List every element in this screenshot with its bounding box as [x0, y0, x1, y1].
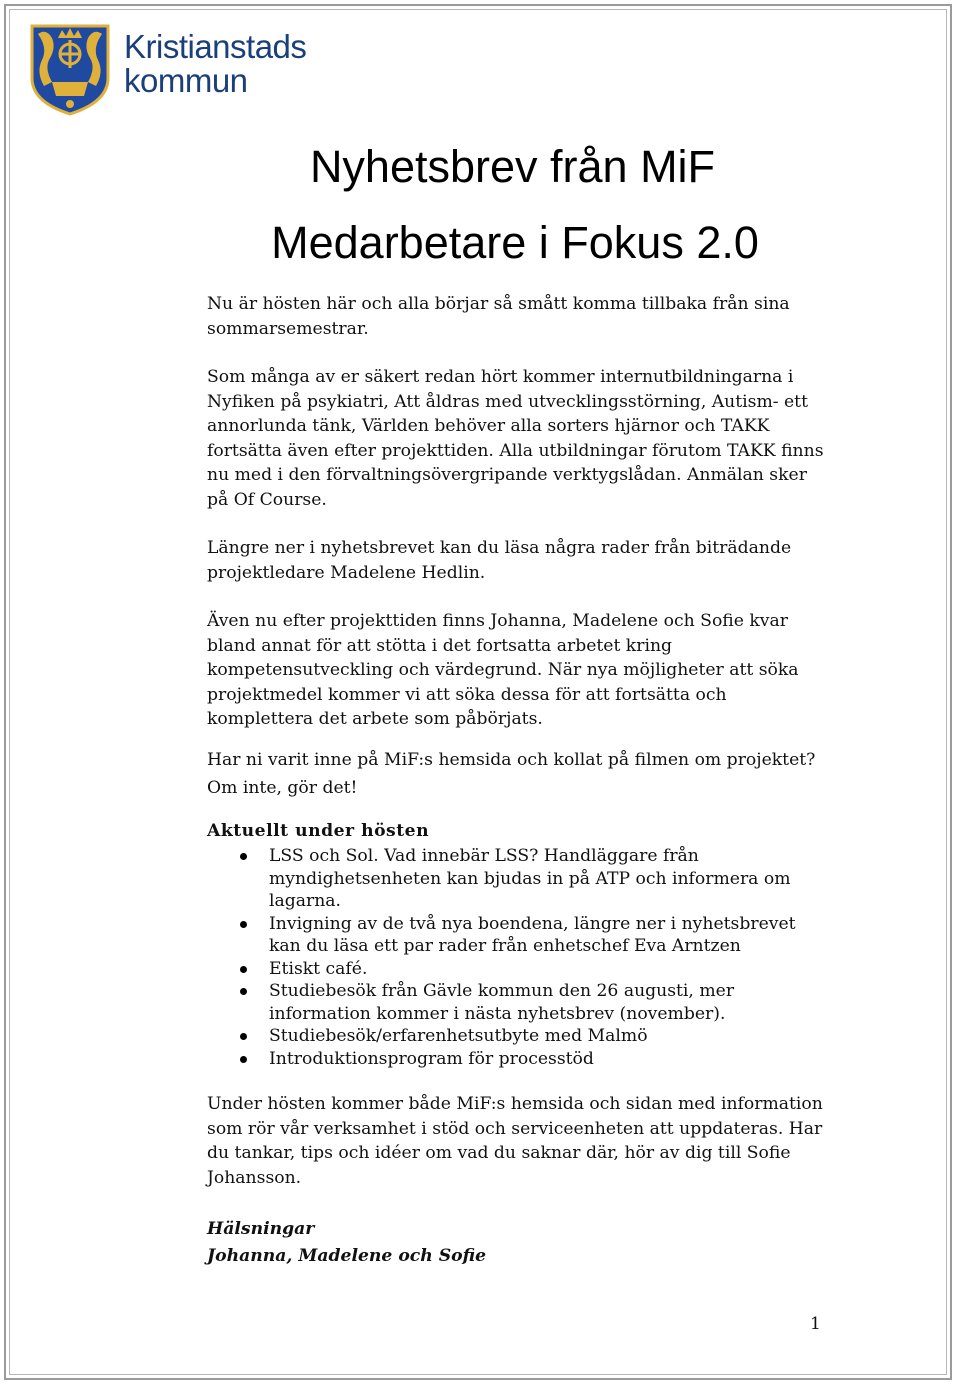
list-item: Introduktionsprogram för processtöd	[207, 1048, 827, 1071]
continuation-paragraph: Även nu efter projekttiden finns Johanna, Madelene och Sofie kvar bland annat för att stötta i det fortsatta arbetet kring kompetensutveckling och värdegrund. När nya möjligheter att söka projektmedel kommer vi att söka dessa för att fortsätta och komplettera det arbete som påbörjats.	[207, 611, 799, 729]
bullet-icon	[240, 988, 247, 995]
bullet-icon	[240, 853, 247, 860]
newsletter-title: Nyhetsbrev från MiF	[309, 141, 716, 192]
courses-paragraph: Som många av er säkert redan hört kommer internutbildningarna i Nyfiken på psykiatri, Att åldras med utvecklingsstörning, Autism- ett annorlunda tänk, Världen behöver alla sorters hjärnor och TAKK fortsätta även efter projekttiden. Alla utbildningar förutom TAKK finns nu med i den förvaltningsövergripande verktygslådan. Anmälan sker på Of Course.	[207, 367, 824, 510]
section-heading: Aktuellt under hösten	[207, 820, 430, 841]
closing-greeting: Hälsningar	[207, 1219, 315, 1239]
newsletter-body	[207, 292, 827, 1270]
list-item: Etiskt café.	[207, 958, 827, 981]
municipality-name: Kristianstads kommun	[124, 28, 307, 99]
coat-of-arms-icon	[28, 20, 112, 116]
municipality-logo	[28, 20, 348, 120]
list-item: LSS och Sol. Vad innebär LSS? Handläggare från myndighetsenheten kan bjudas in på ATP och informera om lagarna.	[207, 845, 827, 913]
bullet-icon	[240, 1056, 247, 1063]
website-paragraph: Under hösten kommer både MiF:s hemsida och sidan med information som rör vår verksamhet i stöd och serviceenheten att uppdateras. Har du tankar, tips och idéer om vad du saknar där, hör av dig till Sofie Johansson.	[207, 1094, 823, 1188]
project-title: Medarbetare i Fokus 2.0	[271, 217, 759, 268]
list-item: Invigning av de två nya boendena, längre ner i nyhetsbrevet kan du läsa ett par rader från enhetschef Eva Arntzen	[207, 913, 827, 958]
film-question: Har ni varit inne på MiF:s hemsida och kollat på filmen om projektet?	[207, 749, 816, 770]
film-reply: Om inte, gör det!	[207, 778, 358, 798]
page-number: 1	[810, 1314, 821, 1334]
bullet-icon	[240, 966, 247, 973]
intro-paragraph: Nu är hösten här och alla börjar så smått komma tillbaka från sina sommarsemestrar.	[207, 294, 790, 339]
list-item: Studiebesök från Gävle kommun den 26 augusti, mer information kommer i nästa nyhetsbrev (november).	[207, 980, 827, 1025]
closing-signature: Johanna, Madelene och Sofie	[207, 1246, 487, 1266]
events-list	[207, 845, 827, 1070]
bullet-icon	[240, 1033, 247, 1040]
list-item: Studiebesök/erfarenhetsutbyte med Malmö	[207, 1025, 827, 1048]
bullet-icon	[240, 921, 247, 928]
preview-paragraph: Längre ner i nyhetsbrevet kan du läsa några rader från biträdande projektledare Madelene Hedlin.	[207, 538, 792, 583]
